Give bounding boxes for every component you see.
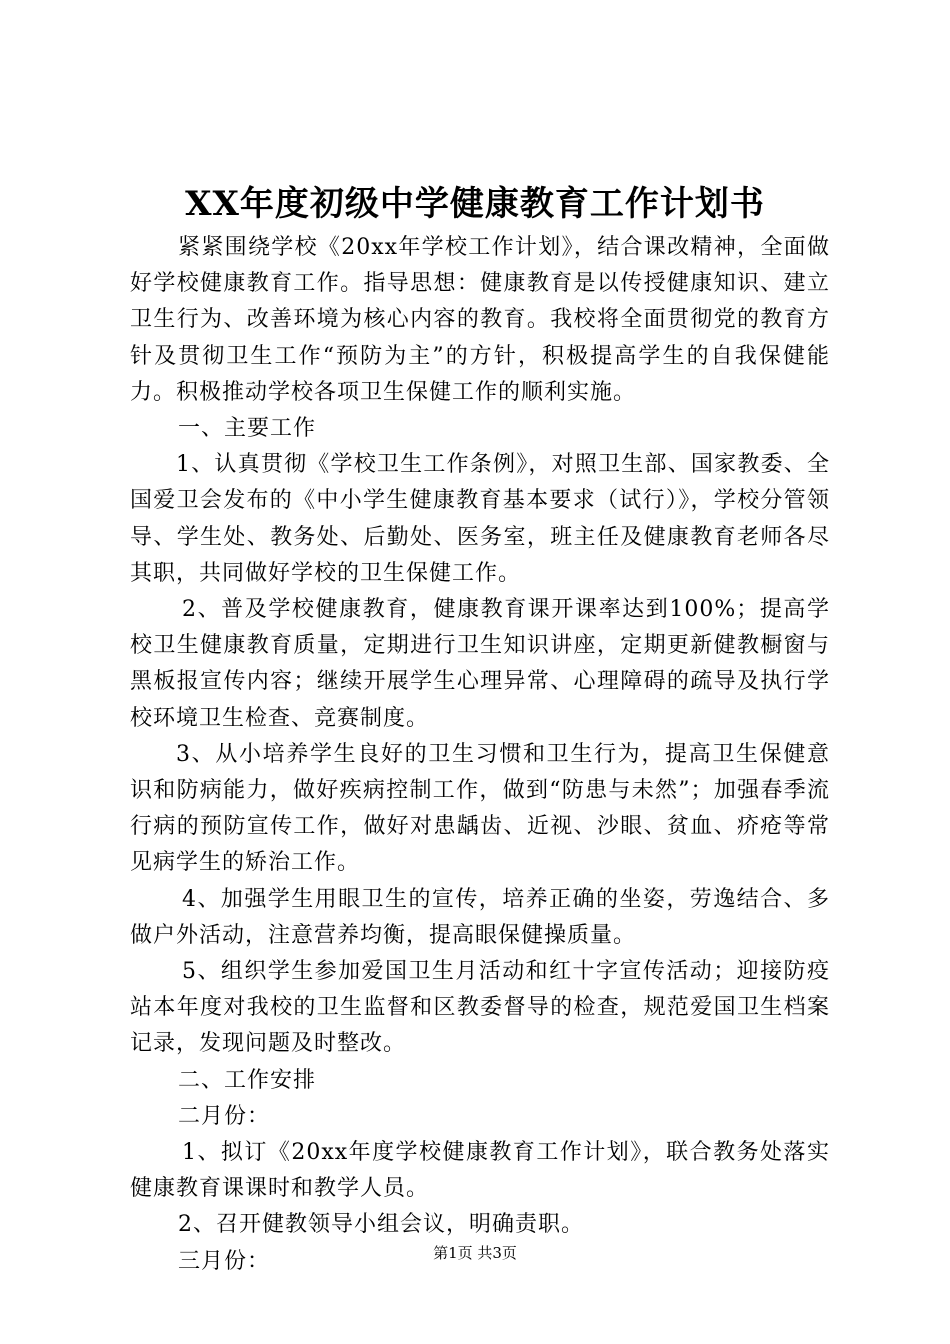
intro-paragraph: 紧紧围绕学校《20xx年学校工作计划》，结合课改精神，全面做好学校健康教育工作。指导思想：健康教育是以传授健康知识、建立卫生行为、改善环境为核心内容的教育。我校将全面贯彻党的教育方针及贯彻卫生工作“预防为主”的方针，积极提高学生的自我保健能力。积极推动学校各项卫生保健工作的顺利实施。 bbox=[130, 235, 830, 405]
document-title: XX年度初级中学健康教育工作计划书 bbox=[185, 184, 765, 224]
month-heading-march: 三月份： bbox=[178, 1248, 271, 1274]
work-item-3: 3、从小培养学生良好的卫生习惯和卫生行为，提高卫生保健意识和防病能力，做好疾病控制工作，做到“防患与未然”；加强春季流行病的预防宣传工作，做好对患龋齿、近视、沙眼、贫血、疥疮等常见病学生的矫治工作。 bbox=[130, 741, 830, 876]
february-item-2: 2、召开健教领导小组会议，明确责职。 bbox=[178, 1212, 584, 1238]
work-item-2: 2、普及学校健康教育，健康教育课开课率达到100%；提高学校卫生健康教育质量，定期进行卫生知识讲座，定期更新健教橱窗与黑板报宣传内容；继续开展学生心理异常、心理障碍的疏导及执行学校环境卫生检查、竞赛制度。 bbox=[130, 597, 830, 731]
document-body bbox=[130, 230, 830, 1280]
work-item-1: 1、认真贯彻《学校卫生工作条例》，对照卫生部、国家教委、全国爱卫会发布的《中小学生健康教育基本要求（试行）》，学校分管领导、学生处、教务处、后勤处、医务室，班主任及健康教育老师各尽其职，共同做好学校的卫生保健工作。 bbox=[130, 452, 830, 586]
month-heading-february: 二月份： bbox=[178, 1103, 271, 1129]
work-item-4: 4、加强学生用眼卫生的宣传，培养正确的坐姿，劳逸结合、多做户外活动，注意营养均衡，提高眼保健操质量。 bbox=[130, 886, 830, 948]
february-item-1: 1、拟订《20xx年度学校健康教育工作计划》，联合教务处落实健康教育课课时和教学人员。 bbox=[130, 1140, 830, 1202]
work-item-5: 5、组织学生参加爱国卫生月活动和红十字宣传活动；迎接防疫站本年度对我校的卫生监督和区教委督导的检查，规范爱国卫生档案记录，发现问题及时整改。 bbox=[130, 959, 830, 1057]
page-footer: 第1页 共3页 bbox=[433, 1244, 517, 1262]
section-heading-main-work: 一、主要工作 bbox=[178, 416, 317, 442]
section-heading-schedule: 二、工作安排 bbox=[178, 1067, 317, 1093]
